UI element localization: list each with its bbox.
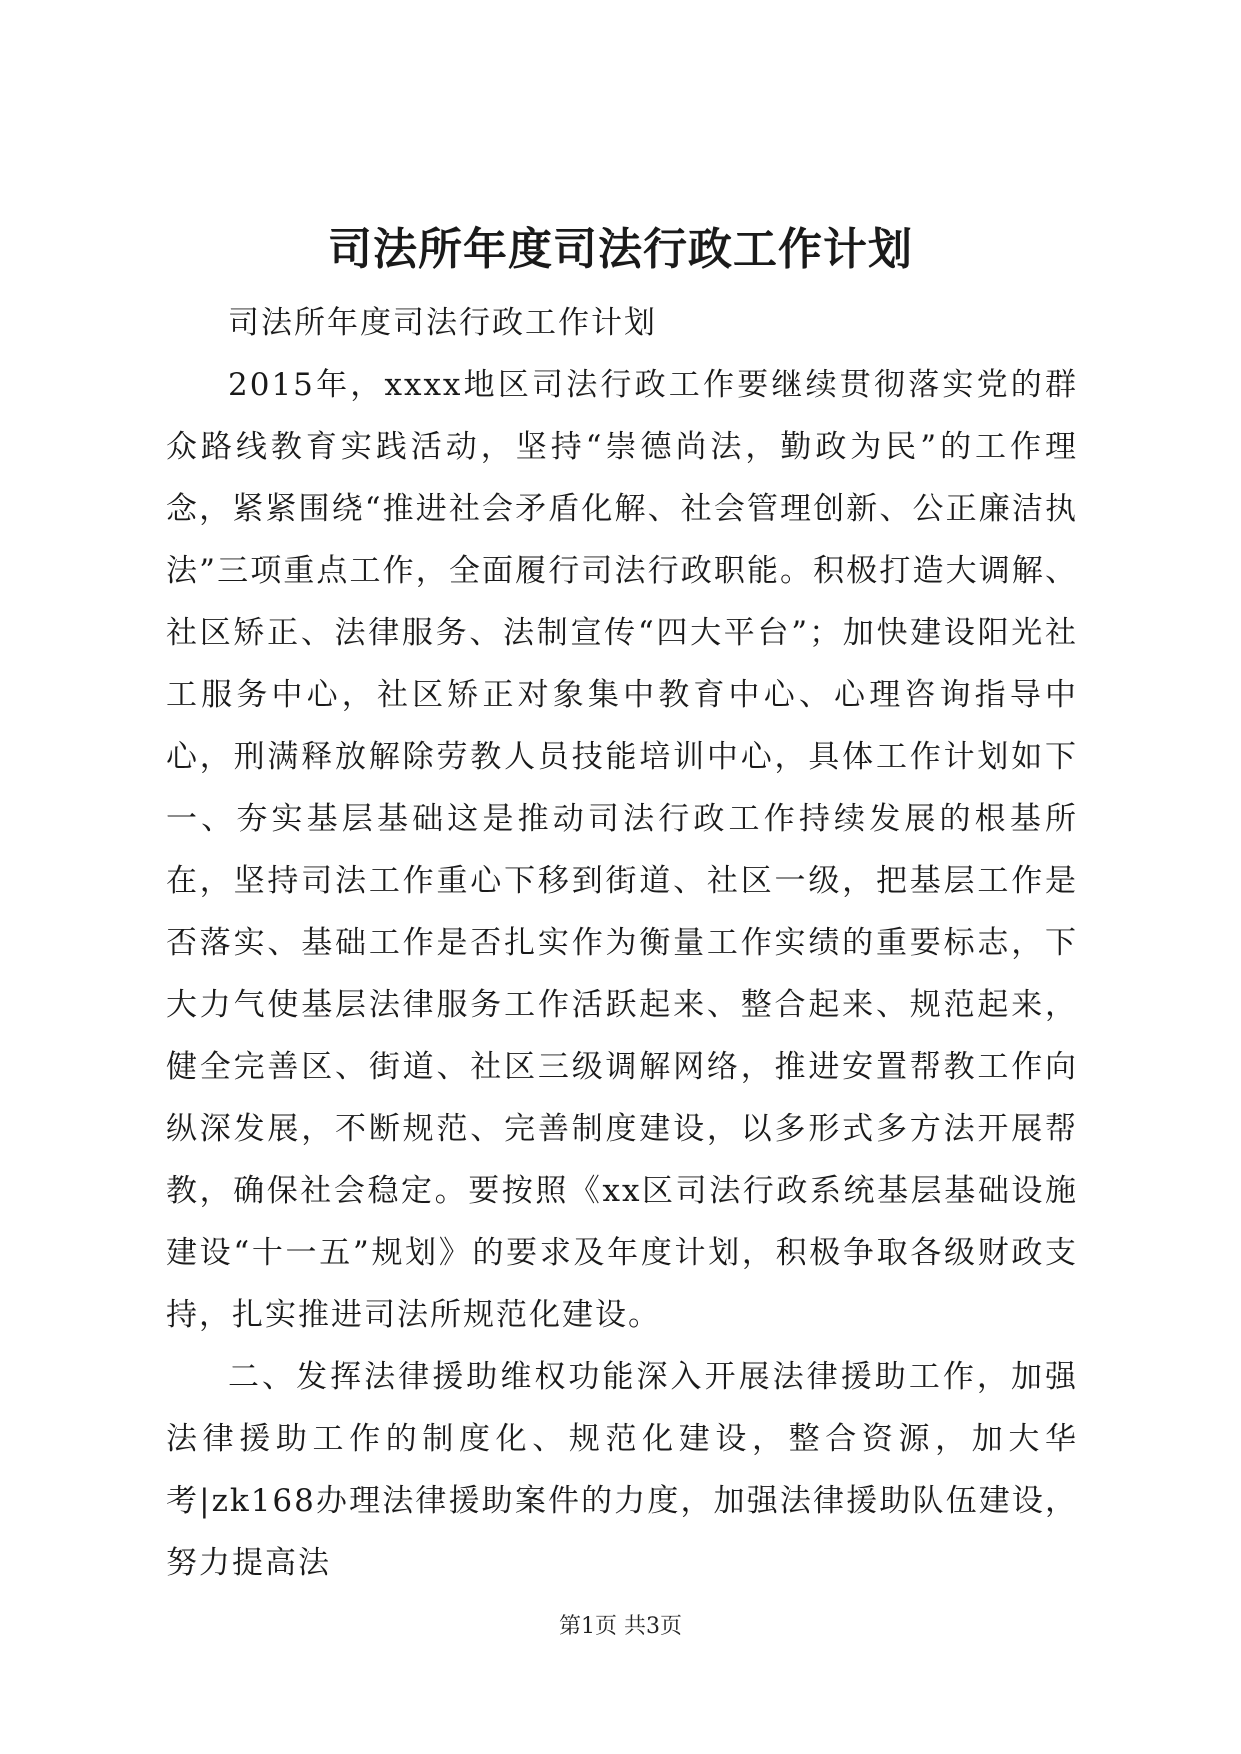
paragraph-subtitle: 司法所年度司法行政工作计划	[228, 305, 657, 341]
paragraph-1: 2015年，xxxx地区司法行政工作要继续贯彻落实党的群众路线教育实践活动，坚持“崇德尚法，勤政为民”的工作理念，紧紧围绕“推进社会矛盾化解、社会管理创新、公正廉洁执法”三项重点工作，全面履行司法行政职能。积极打造大调解、社区矫正、法律服务、法制宣传“四大平台”；加快建设阳光社工服务中心，社区矫正对象集中教育中心、心理咨询指导中心，刑满释放解除劳教人员技能培训中心，具体工作计划如下一、夯实基层基础这是推动司法行政工作持续发展的根基所在，坚持司法工作重心下移到街道、社区一级，把基层工作是否落实、基础工作是否扎实作为衡量工作实绩的重要标志，下大力气使基层法律服务工作活跃起来、整合起来、规范起来，健全完善区、街道、社区三级调解网络，推进安置帮教工作向纵深发展，不断规范、完善制度建设，以多形式多方法开展帮教，确保社会稳定。要按照《xx区司法行政系统基层基础设施建设“十一五”规划》的要求及年度计划，积极争取各级财政支持，扎实推进司法所规范化建设。	[166, 367, 1078, 1333]
paragraph-2: 二、发挥法律援助维权功能深入开展法律援助工作，加强法律援助工作的制度化、规范化建设，整合资源，加大华考|zk168办理法律援助案件的力度，加强法律援助队伍建设，努力提高法	[166, 1359, 1078, 1581]
document-title: 司法所年度司法行政工作计划	[328, 224, 913, 275]
document-body	[166, 292, 1078, 1594]
page-footer: 第1页 共3页	[559, 1614, 682, 1639]
